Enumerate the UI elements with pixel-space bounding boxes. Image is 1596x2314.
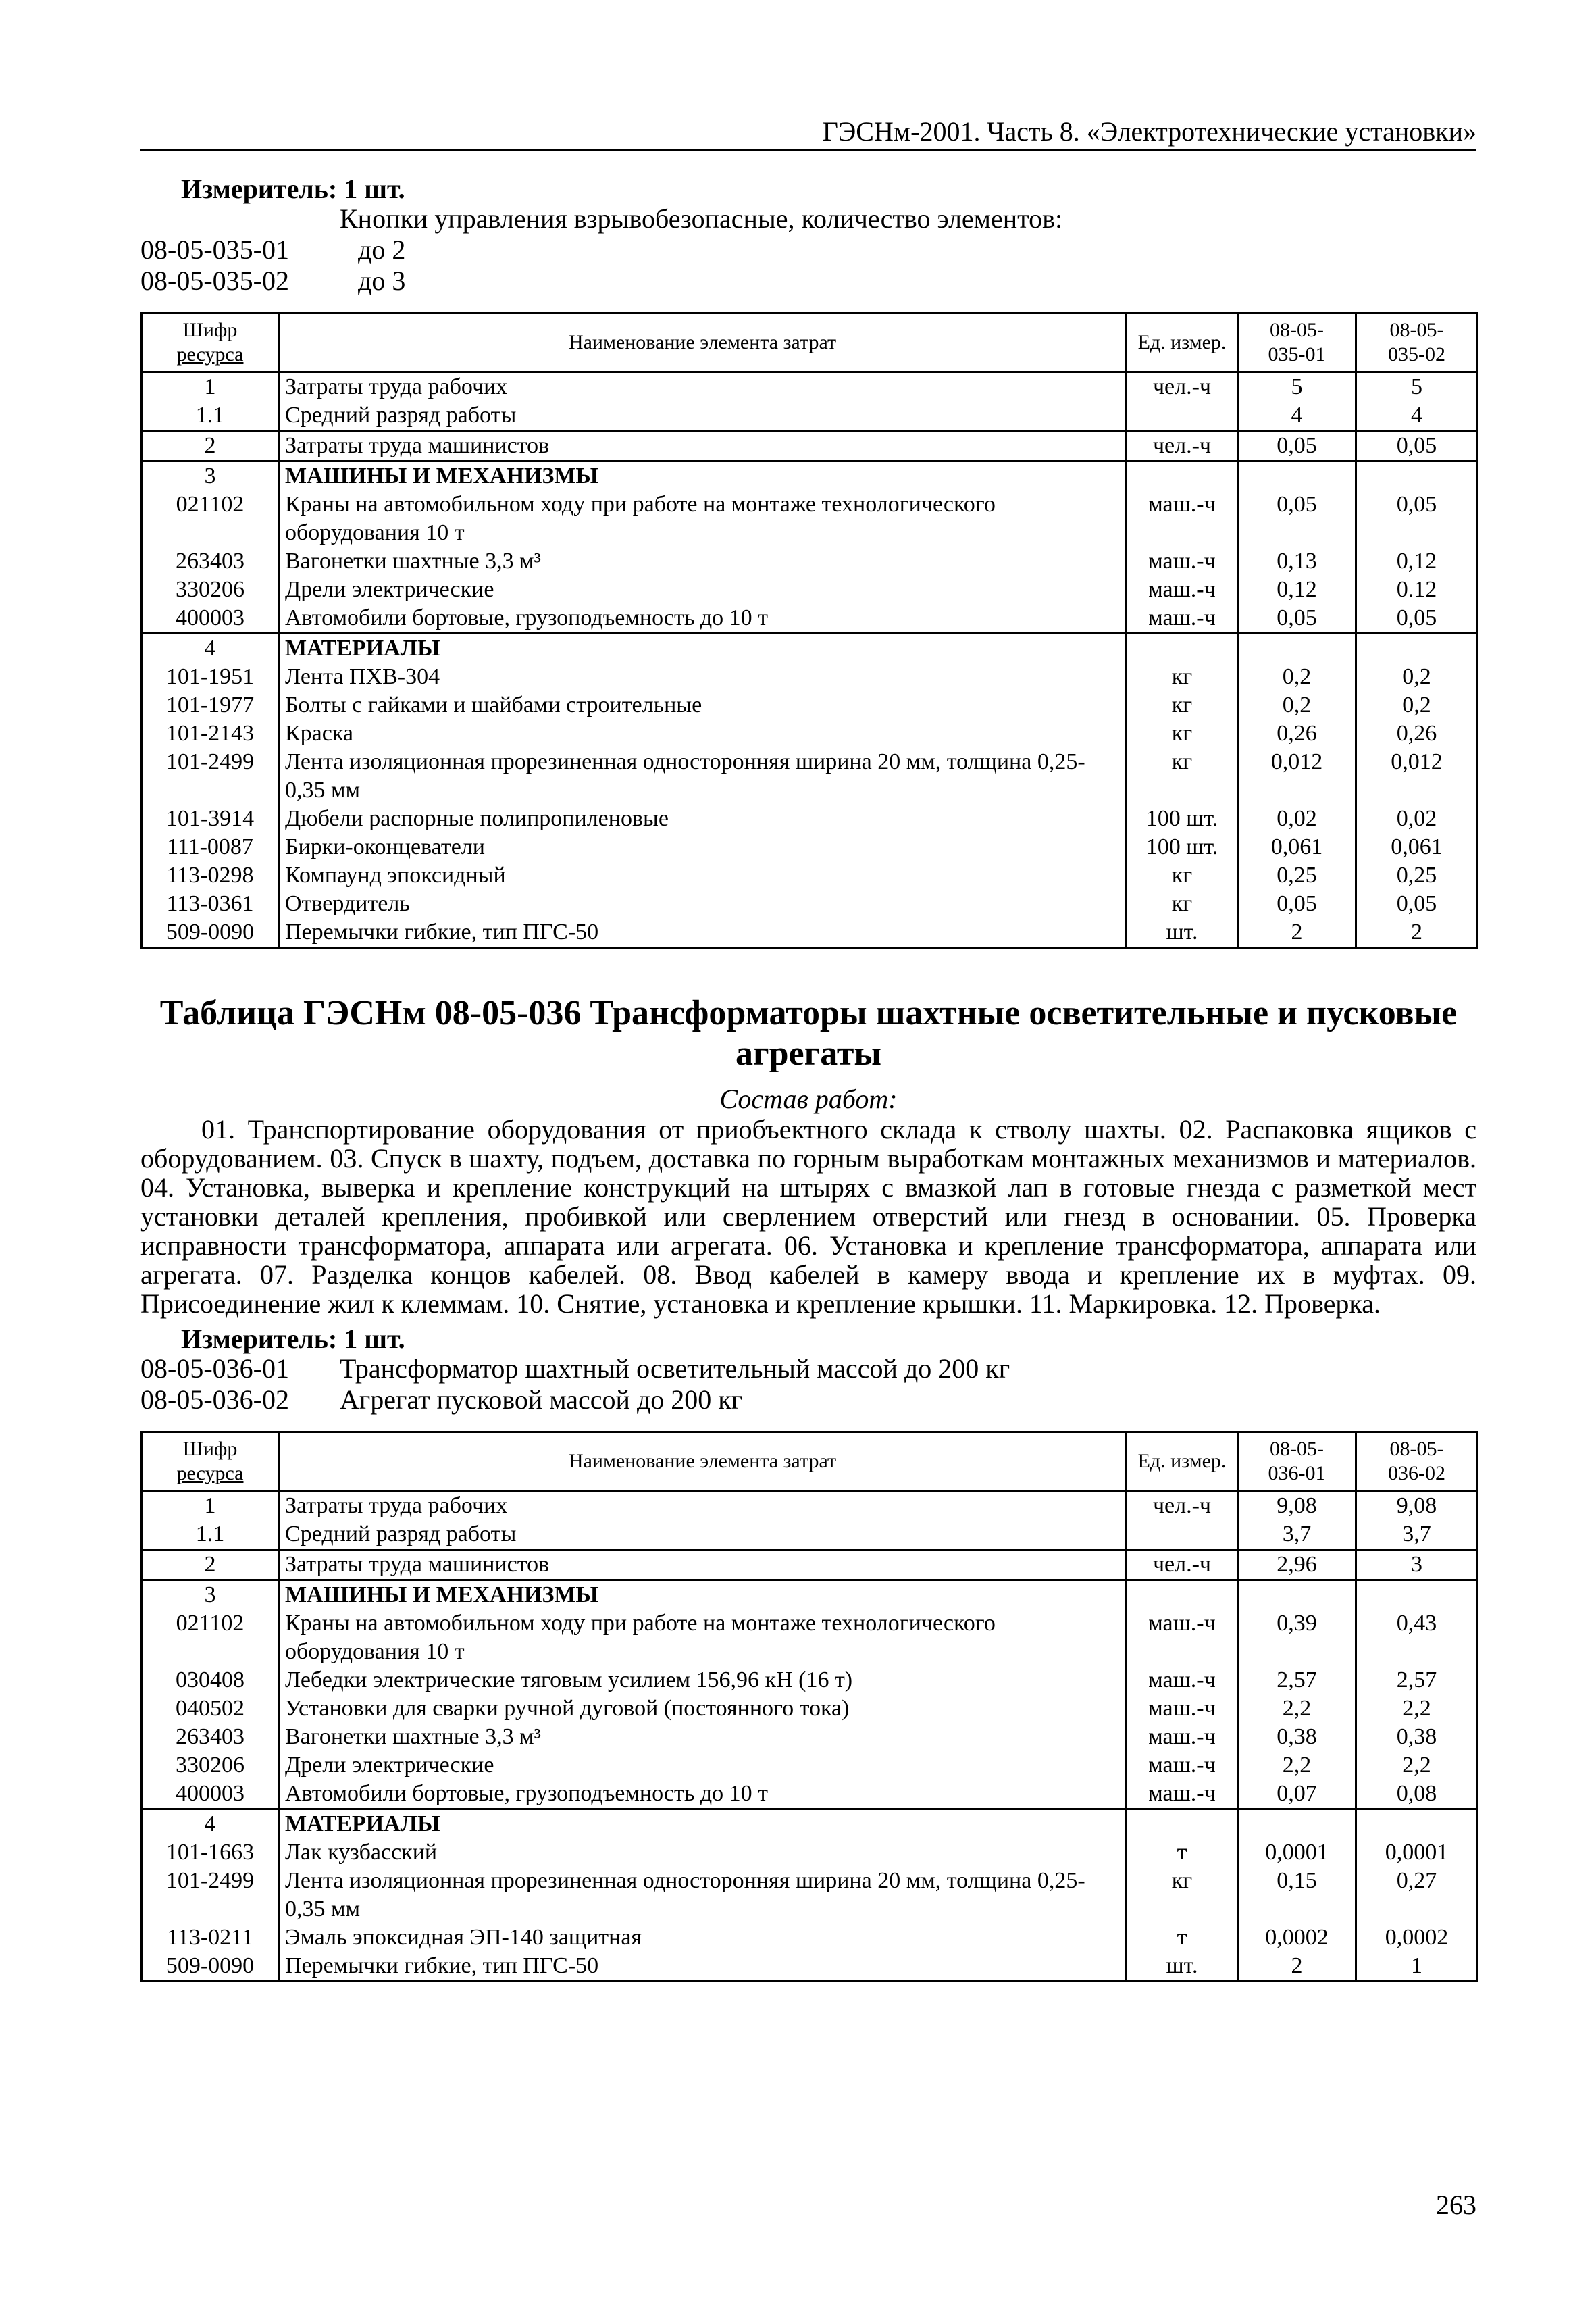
cell-code: 4 bbox=[142, 1809, 279, 1839]
cell-variant-2: 0,2 bbox=[1356, 691, 1478, 720]
table-row bbox=[142, 1952, 1478, 1982]
cell-name: Перемычки гибкие, тип ПГС-50 bbox=[279, 918, 1127, 948]
cell-name: Компаунд эпоксидный bbox=[279, 861, 1127, 890]
section2-variant-code-1: 08-05-036-01 bbox=[140, 1353, 289, 1384]
cell-variant-1: 0,2 bbox=[1238, 663, 1356, 691]
cell-unit: 100 шт. bbox=[1127, 805, 1238, 833]
cell-unit: кг bbox=[1127, 890, 1238, 918]
work-composition-title: Состав работ: bbox=[719, 1084, 898, 1114]
cell-variant-1: 2,57 bbox=[1238, 1666, 1356, 1694]
header-unit: Ед. измер. bbox=[1127, 1432, 1238, 1491]
table-title-line-2: агрегаты bbox=[735, 1034, 882, 1073]
cell-unit: кг bbox=[1127, 861, 1238, 890]
cell-code: 1.1 bbox=[142, 1520, 279, 1550]
cell-unit: маш.-ч bbox=[1127, 1751, 1238, 1780]
cell-variant-1: 0,12 bbox=[1238, 576, 1356, 604]
cell-variant-2 bbox=[1356, 1580, 1478, 1610]
cell-unit: шт. bbox=[1127, 918, 1238, 948]
cell-code: 263403 bbox=[142, 547, 279, 576]
cell-variant-1: 0,39 bbox=[1238, 1609, 1356, 1666]
cell-code: 3 bbox=[142, 1580, 279, 1610]
section1-variant-code-1: 08-05-035-01 bbox=[140, 234, 289, 265]
cell-variant-1: 2,2 bbox=[1238, 1751, 1356, 1780]
cell-variant-2 bbox=[1356, 634, 1478, 663]
cell-name: Средний разряд работы bbox=[279, 1520, 1127, 1550]
cell-variant-2: 9,08 bbox=[1356, 1491, 1478, 1521]
cell-code: 509-0090 bbox=[142, 918, 279, 948]
cell-code: 040502 bbox=[142, 1694, 279, 1723]
cell-variant-2 bbox=[1356, 1809, 1478, 1839]
table-row bbox=[142, 1694, 1478, 1723]
cell-unit bbox=[1127, 634, 1238, 663]
cell-name: Лента ПХВ-304 bbox=[279, 663, 1127, 691]
cell-variant-2: 5 bbox=[1356, 372, 1478, 402]
cell-name: Лента изоляционная прорезиненная односторонняя ширина 20 мм, толщина 0,25-0,35 мм bbox=[279, 1867, 1127, 1923]
cell-variant-2: 2,2 bbox=[1356, 1694, 1478, 1723]
cell-variant-1 bbox=[1238, 1809, 1356, 1839]
cell-variant-1: 0,05 bbox=[1238, 604, 1356, 634]
cell-variant-2: 0,05 bbox=[1356, 491, 1478, 547]
cell-variant-2: 0,2 bbox=[1356, 663, 1478, 691]
cell-name: Лак кузбасский bbox=[279, 1838, 1127, 1867]
cell-variant-2: 3 bbox=[1356, 1550, 1478, 1580]
cell-unit bbox=[1127, 461, 1238, 491]
cell-variant-2: 0,05 bbox=[1356, 431, 1478, 461]
cell-variant-2 bbox=[1356, 461, 1478, 491]
section1-variant-text-2: до 3 bbox=[358, 266, 406, 296]
table-row bbox=[142, 720, 1478, 748]
header-name: Наименование элемента затрат bbox=[279, 313, 1127, 372]
table-row bbox=[142, 1580, 1478, 1610]
cell-name: Автомобили бортовые, грузоподъемность до 10 т bbox=[279, 1780, 1127, 1809]
cell-name: Лебедки электрические тяговым усилием 156,96 кН (16 т) bbox=[279, 1666, 1127, 1694]
cell-variant-2: 2 bbox=[1356, 918, 1478, 948]
cell-variant-1 bbox=[1238, 461, 1356, 491]
cell-variant-1: 5 bbox=[1238, 372, 1356, 402]
cell-code: 101-1951 bbox=[142, 663, 279, 691]
cell-variant-1: 4 bbox=[1238, 401, 1356, 431]
resource-table-035 bbox=[140, 312, 1478, 949]
table-row bbox=[142, 461, 1478, 491]
cell-variant-1: 0,0002 bbox=[1238, 1923, 1356, 1952]
cell-variant-2: 0,12 bbox=[1356, 547, 1478, 576]
table-row bbox=[142, 1666, 1478, 1694]
cell-code: 030408 bbox=[142, 1666, 279, 1694]
table-row bbox=[142, 576, 1478, 604]
cell-name: Установки для сварки ручной дуговой (постоянного тока) bbox=[279, 1694, 1127, 1723]
cell-variant-2: 4 bbox=[1356, 401, 1478, 431]
cell-variant-1: 0,2 bbox=[1238, 691, 1356, 720]
table-row bbox=[142, 1923, 1478, 1952]
header-divider bbox=[140, 149, 1476, 151]
table-row bbox=[142, 604, 1478, 634]
cell-variant-2: 0,05 bbox=[1356, 890, 1478, 918]
header-code: Шифр ресурса bbox=[142, 313, 279, 372]
cell-code: 101-1977 bbox=[142, 691, 279, 720]
cell-variant-2: 0,38 bbox=[1356, 1723, 1478, 1751]
table-row bbox=[142, 1780, 1478, 1809]
cell-unit bbox=[1127, 401, 1238, 431]
cell-variant-2: 0,02 bbox=[1356, 805, 1478, 833]
cell-variant-1 bbox=[1238, 634, 1356, 663]
cell-unit: маш.-ч bbox=[1127, 547, 1238, 576]
cell-unit: маш.-ч bbox=[1127, 1723, 1238, 1751]
cell-code: 113-0361 bbox=[142, 890, 279, 918]
section1-variant-code-2: 08-05-035-02 bbox=[140, 266, 289, 296]
table-row bbox=[142, 1867, 1478, 1923]
cell-code: 509-0090 bbox=[142, 1952, 279, 1982]
cell-code: 101-2499 bbox=[142, 748, 279, 805]
cell-name: Затраты труда рабочих bbox=[279, 372, 1127, 402]
section1-meter: Измеритель: 1 шт. bbox=[181, 174, 405, 204]
cell-variant-1: 0,13 bbox=[1238, 547, 1356, 576]
cell-name: Вагонетки шахтные 3,3 м³ bbox=[279, 547, 1127, 576]
header-unit: Ед. измер. bbox=[1127, 313, 1238, 372]
table-row bbox=[142, 805, 1478, 833]
table-header-row bbox=[142, 313, 1478, 372]
cell-code: 1 bbox=[142, 372, 279, 402]
running-header: ГЭСНм-2001. Часть 8. «Электротехнические установки» bbox=[822, 116, 1476, 147]
cell-unit bbox=[1127, 1809, 1238, 1839]
cell-variant-1: 0,0001 bbox=[1238, 1838, 1356, 1867]
cell-variant-1: 0,05 bbox=[1238, 491, 1356, 547]
cell-unit: маш.-ч bbox=[1127, 576, 1238, 604]
table-row bbox=[142, 1809, 1478, 1839]
cell-name: Перемычки гибкие, тип ПГС-50 bbox=[279, 1952, 1127, 1982]
table-row bbox=[142, 372, 1478, 402]
table-row bbox=[142, 833, 1478, 861]
cell-variant-1: 0,15 bbox=[1238, 1867, 1356, 1923]
cell-code: 263403 bbox=[142, 1723, 279, 1751]
cell-unit: маш.-ч bbox=[1127, 491, 1238, 547]
cell-name: МАТЕРИАЛЫ bbox=[279, 1809, 1127, 1839]
table-row bbox=[142, 918, 1478, 948]
cell-variant-1: 2 bbox=[1238, 1952, 1356, 1982]
cell-variant-1: 0,02 bbox=[1238, 805, 1356, 833]
cell-variant-1: 3,7 bbox=[1238, 1520, 1356, 1550]
cell-name: Отвердитель bbox=[279, 890, 1127, 918]
cell-name: Затраты труда машинистов bbox=[279, 431, 1127, 461]
cell-unit bbox=[1127, 1520, 1238, 1550]
cell-name: Затраты труда рабочих bbox=[279, 1491, 1127, 1521]
cell-unit: кг bbox=[1127, 1867, 1238, 1923]
table-row bbox=[142, 1609, 1478, 1666]
cell-variant-1: 0,26 bbox=[1238, 720, 1356, 748]
table-header-row bbox=[142, 1432, 1478, 1491]
cell-variant-1: 0,061 bbox=[1238, 833, 1356, 861]
table-row bbox=[142, 1550, 1478, 1580]
cell-variant-2: 0,25 bbox=[1356, 861, 1478, 890]
cell-unit: т bbox=[1127, 1838, 1238, 1867]
work-composition-text: 01. Транспортирование оборудования от приобъектного склада к стволу шахты. 02. Распаковка ящиков с оборудованием. 03. Спуск в шахту, подъем, доставка по горным выработкам монтажных механизмов и материалов. 04. Установка, выверка и крепление конструкций на штырях с вмазкой лап в готовые гнезда с разметкой мест установки деталей крепления, пробивкой или сверлением отверстий или гнезд в основании. 05. Проверка исправности трансформатора, аппарата или агрегата. 06. Установка и крепление трансформатора, аппарата или агрегата. 07. Разделка концов кабелей. 08. Ввод кабелей в камеру ввода и крепление их в муфтах. 09. Присоединение жил к клеммам. 10. Снятие, установка и крепление крышки. 11. Маркировка. 12. Проверка. bbox=[140, 1114, 1476, 1319]
cell-code: 101-2499 bbox=[142, 1867, 279, 1923]
table-row bbox=[142, 547, 1478, 576]
cell-code: 021102 bbox=[142, 491, 279, 547]
cell-unit: шт. bbox=[1127, 1952, 1238, 1982]
cell-unit: чел.-ч bbox=[1127, 372, 1238, 402]
table-row bbox=[142, 1751, 1478, 1780]
cell-name: Затраты труда машинистов bbox=[279, 1550, 1127, 1580]
cell-code: 113-0298 bbox=[142, 861, 279, 890]
cell-name: Краны на автомобильном ходу при работе на монтаже технологического оборудования 10 т bbox=[279, 491, 1127, 547]
header-variant-1: 08-05- 036-01 bbox=[1238, 1432, 1356, 1491]
cell-variant-1: 2,96 bbox=[1238, 1550, 1356, 1580]
header-variant-2: 08-05- 036-02 bbox=[1356, 1432, 1478, 1491]
cell-variant-2: 0,08 bbox=[1356, 1780, 1478, 1809]
cell-code: 1 bbox=[142, 1491, 279, 1521]
cell-variant-2: 1 bbox=[1356, 1952, 1478, 1982]
table-row bbox=[142, 1838, 1478, 1867]
section2-variant-text-2: Агрегат пусковой массой до 200 кг bbox=[340, 1384, 743, 1415]
cell-code: 101-3914 bbox=[142, 805, 279, 833]
table-row bbox=[142, 890, 1478, 918]
cell-code: 111-0087 bbox=[142, 833, 279, 861]
cell-unit: т bbox=[1127, 1923, 1238, 1952]
cell-variant-1: 9,08 bbox=[1238, 1491, 1356, 1521]
cell-variant-2: 0.12 bbox=[1356, 576, 1478, 604]
table-row bbox=[142, 431, 1478, 461]
cell-variant-1: 0,05 bbox=[1238, 431, 1356, 461]
cell-name: Автомобили бортовые, грузоподъемность до 10 т bbox=[279, 604, 1127, 634]
resource-table-036 bbox=[140, 1431, 1478, 1982]
section2-variant-text-1: Трансформатор шахтный осветительный массой до 200 кг bbox=[340, 1353, 1010, 1384]
cell-variant-2: 0,0002 bbox=[1356, 1923, 1478, 1952]
table-title bbox=[140, 993, 1476, 1074]
table-row bbox=[142, 663, 1478, 691]
table-row bbox=[142, 748, 1478, 805]
header-variant-2: 08-05- 035-02 bbox=[1356, 313, 1478, 372]
cell-code: 3 bbox=[142, 461, 279, 491]
table-row bbox=[142, 491, 1478, 547]
cell-unit: чел.-ч bbox=[1127, 431, 1238, 461]
cell-code: 113-0211 bbox=[142, 1923, 279, 1952]
cell-variant-2: 0,0001 bbox=[1356, 1838, 1478, 1867]
cell-code: 4 bbox=[142, 634, 279, 663]
cell-unit: маш.-ч bbox=[1127, 1609, 1238, 1666]
page-number: 263 bbox=[1436, 2190, 1476, 2220]
cell-name: Вагонетки шахтные 3,3 м³ bbox=[279, 1723, 1127, 1751]
cell-variant-1 bbox=[1238, 1580, 1356, 1610]
section2-meter: Измеритель: 1 шт. bbox=[181, 1324, 405, 1354]
cell-variant-1: 0,07 bbox=[1238, 1780, 1356, 1809]
section1-variant-text-1: до 2 bbox=[358, 234, 406, 265]
cell-code: 021102 bbox=[142, 1609, 279, 1666]
table-row bbox=[142, 1723, 1478, 1751]
cell-code: 400003 bbox=[142, 1780, 279, 1809]
cell-name: Дрели электрические bbox=[279, 576, 1127, 604]
cell-name: Дюбели распорные полипропиленовые bbox=[279, 805, 1127, 833]
cell-variant-1: 2 bbox=[1238, 918, 1356, 948]
cell-name: Краска bbox=[279, 720, 1127, 748]
cell-name: Дрели электрические bbox=[279, 1751, 1127, 1780]
cell-code: 101-2143 bbox=[142, 720, 279, 748]
cell-variant-2: 0,26 bbox=[1356, 720, 1478, 748]
cell-variant-2: 0,012 bbox=[1356, 748, 1478, 805]
cell-unit: кг bbox=[1127, 720, 1238, 748]
cell-code: 400003 bbox=[142, 604, 279, 634]
cell-name: МАШИНЫ И МЕХАНИЗМЫ bbox=[279, 1580, 1127, 1610]
header-code: Шифр ресурса bbox=[142, 1432, 279, 1491]
header-variant-1: 08-05- 035-01 bbox=[1238, 313, 1356, 372]
cell-unit: маш.-ч bbox=[1127, 1780, 1238, 1809]
cell-unit: чел.-ч bbox=[1127, 1550, 1238, 1580]
cell-variant-2: 0,061 bbox=[1356, 833, 1478, 861]
cell-name: Бирки-оконцеватели bbox=[279, 833, 1127, 861]
cell-unit: кг bbox=[1127, 748, 1238, 805]
cell-unit: маш.-ч bbox=[1127, 1694, 1238, 1723]
cell-variant-2: 0,05 bbox=[1356, 604, 1478, 634]
cell-code: 330206 bbox=[142, 1751, 279, 1780]
cell-variant-2: 2,57 bbox=[1356, 1666, 1478, 1694]
cell-unit: чел.-ч bbox=[1127, 1491, 1238, 1521]
cell-unit: кг bbox=[1127, 691, 1238, 720]
cell-variant-1: 0,25 bbox=[1238, 861, 1356, 890]
cell-variant-2: 3,7 bbox=[1356, 1520, 1478, 1550]
cell-variant-2: 0,27 bbox=[1356, 1867, 1478, 1923]
cell-unit bbox=[1127, 1580, 1238, 1610]
table-row bbox=[142, 1520, 1478, 1550]
cell-code: 101-1663 bbox=[142, 1838, 279, 1867]
cell-code: 330206 bbox=[142, 576, 279, 604]
cell-variant-1: 2,2 bbox=[1238, 1694, 1356, 1723]
cell-code: 2 bbox=[142, 431, 279, 461]
table-row bbox=[142, 691, 1478, 720]
cell-name: Лента изоляционная прорезиненная односторонняя ширина 20 мм, толщина 0,25-0,35 мм bbox=[279, 748, 1127, 805]
cell-variant-2: 0,43 bbox=[1356, 1609, 1478, 1666]
cell-unit: 100 шт. bbox=[1127, 833, 1238, 861]
cell-name: Краны на автомобильном ходу при работе на монтаже технологического оборудования 10 т bbox=[279, 1609, 1127, 1666]
cell-unit: маш.-ч bbox=[1127, 1666, 1238, 1694]
header-name: Наименование элемента затрат bbox=[279, 1432, 1127, 1491]
section2-variant-code-2: 08-05-036-02 bbox=[140, 1384, 289, 1415]
table-row bbox=[142, 401, 1478, 431]
cell-code: 2 bbox=[142, 1550, 279, 1580]
cell-variant-2: 2,2 bbox=[1356, 1751, 1478, 1780]
table-row bbox=[142, 1491, 1478, 1521]
cell-code: 1.1 bbox=[142, 401, 279, 431]
cell-name: Болты с гайками и шайбами строительные bbox=[279, 691, 1127, 720]
cell-name: МАТЕРИАЛЫ bbox=[279, 634, 1127, 663]
cell-unit: кг bbox=[1127, 663, 1238, 691]
cell-unit: маш.-ч bbox=[1127, 604, 1238, 634]
table-title-line-1: Таблица ГЭСНм 08-05-036 Трансформаторы шахтные осветительные и пусковые bbox=[159, 994, 1458, 1032]
cell-name: МАШИНЫ И МЕХАНИЗМЫ bbox=[279, 461, 1127, 491]
cell-variant-1: 0,05 bbox=[1238, 890, 1356, 918]
cell-variant-1: 0,38 bbox=[1238, 1723, 1356, 1751]
table-row bbox=[142, 634, 1478, 663]
section1-subject: Кнопки управления взрывобезопасные, количество элементов: bbox=[340, 203, 1063, 234]
cell-variant-1: 0,012 bbox=[1238, 748, 1356, 805]
cell-name: Эмаль эпоксидная ЭП-140 защитная bbox=[279, 1923, 1127, 1952]
table-row bbox=[142, 861, 1478, 890]
cell-name: Средний разряд работы bbox=[279, 401, 1127, 431]
